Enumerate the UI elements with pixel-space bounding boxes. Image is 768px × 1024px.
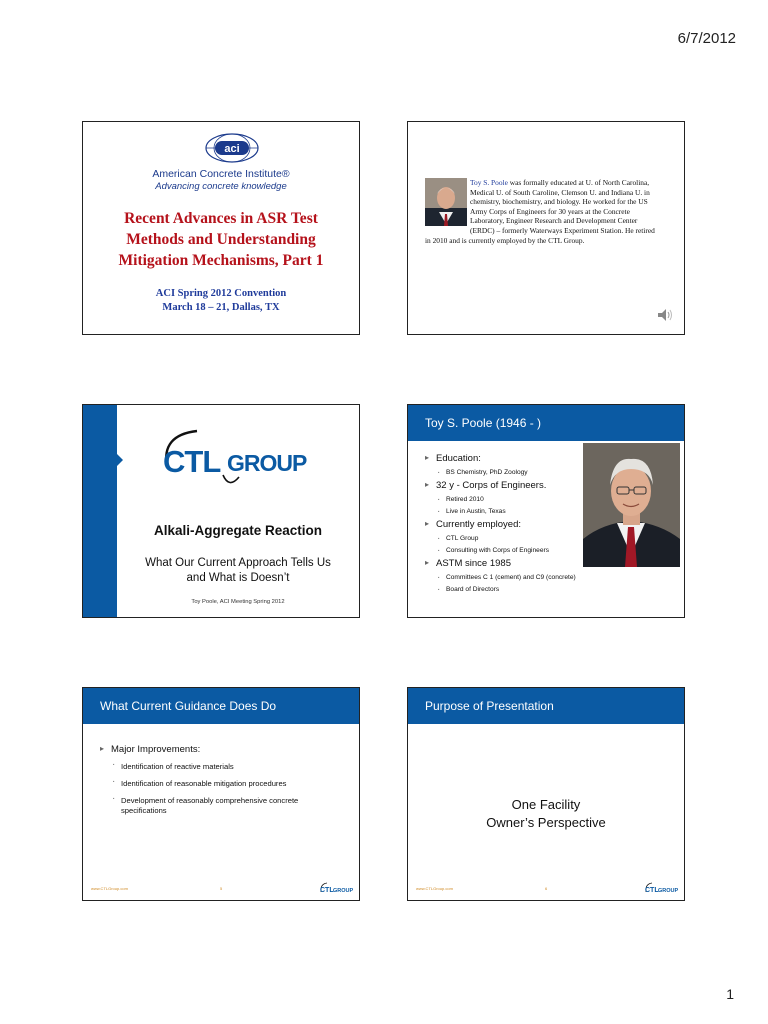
slide-5 [82,687,360,901]
slide-header: Toy S. Poole (1946 - ) [408,405,684,441]
ctlgroup-logo [644,882,678,895]
slide-body: One Facility Owner’s Perspective [486,797,606,830]
band-arrow-icon [117,454,123,466]
list-item: ▸ Education: [425,453,595,464]
ctlgroup-logo [319,882,353,895]
slide-number: 6 [545,886,548,891]
page-date: 6/7/2012 [677,30,736,47]
slide-subtitle: What Our Current Approach Tells Us and What is Doesn’t [145,557,331,584]
slide-2 [407,121,685,335]
slide-title: Recent Advances in ASR Test Methods and Understanding Mitigation Mechanisms, Part 1 [118,210,324,269]
accent-band [83,405,117,617]
bio-text [425,178,659,245]
list-subitem: · Identification of reactive materials [100,762,340,772]
org-name: American Concrete Institute® [152,168,290,180]
svg-text:CTL: CTL [320,887,334,894]
slide-3 [82,404,360,618]
slide-number: 5 [220,886,223,891]
svg-text:GROUP: GROUP [227,450,307,476]
list-subitem: · Board of Directors [425,586,595,593]
slide-footer: Toy Poole, ACI Meeting Spring 2012 [191,599,285,605]
speaker-icon[interactable] [655,305,675,325]
list-subitem: · Live in Austin, Texas [425,508,595,515]
svg-text:GROUP: GROUP [658,888,678,894]
slide-1 [82,121,360,335]
org-tagline: Advancing concrete knowledge [155,181,287,192]
bullet-list [425,449,595,593]
page-number: 1 [726,986,734,1002]
footer-url: www.CTLGroup.com [91,886,128,891]
bio-name: Toy S. Poole [470,178,508,187]
list-subitem: · BS Chemistry, PhD Zoology [425,469,595,476]
slide-header: What Current Guidance Does Do [83,688,359,724]
list-subitem: · CTL Group [425,535,595,542]
ctlgroup-logo [157,423,327,487]
list-subitem: · Retired 2010 [425,496,595,503]
list-item: ▸ Currently employed: [425,519,595,530]
footer-url: www.CTLGroup.com [416,886,453,891]
svg-text:CTL: CTL [645,887,659,894]
svg-text:aci: aci [224,143,240,155]
slide-6 [407,687,685,901]
bio-body: was formally educated at U. of North Carolina, Medical U. of South Caroline, Clemson U. and Indiana U. in chemistry, biochemistry, and biology. He worked for the US Army Corps of Engineers for 30 years at the Concrete Laboratory, Engineer Research and Development Center (ERDC) – formerly Waterways Experiment Station. He retired in 2010 and is currently employed by the CTL Group. [425,178,655,245]
portrait-photo [583,443,680,567]
list-item: ▸ ASTM since 1985 [425,558,595,569]
list-subitem: · Consulting with Corps of Engineers [425,547,595,554]
svg-text:CTL: CTL [163,444,221,479]
aci-logo [204,132,260,164]
convention-name: ACI Spring 2012 Convention [155,288,287,299]
list-item: ▸ Major Improvements: [100,744,340,755]
list-subitem: · Identification of reasonable mitigation procedures [100,779,340,789]
list-subitem: · Committees C 1 (cement) and C9 (concrete) [425,574,595,581]
convention-dates: March 18 – 21, Dallas, TX [162,302,280,313]
bullet-list [100,740,340,816]
slide-title: Alkali-Aggregate Reaction [153,523,323,538]
list-subitem: · Development of reasonably comprehensive concrete specifications [100,796,340,816]
list-item: ▸ 32 y - Corps of Engineers. [425,480,595,491]
slide-header: Purpose of Presentation [408,688,684,724]
slide-4 [407,404,685,618]
svg-text:GROUP: GROUP [333,888,353,894]
